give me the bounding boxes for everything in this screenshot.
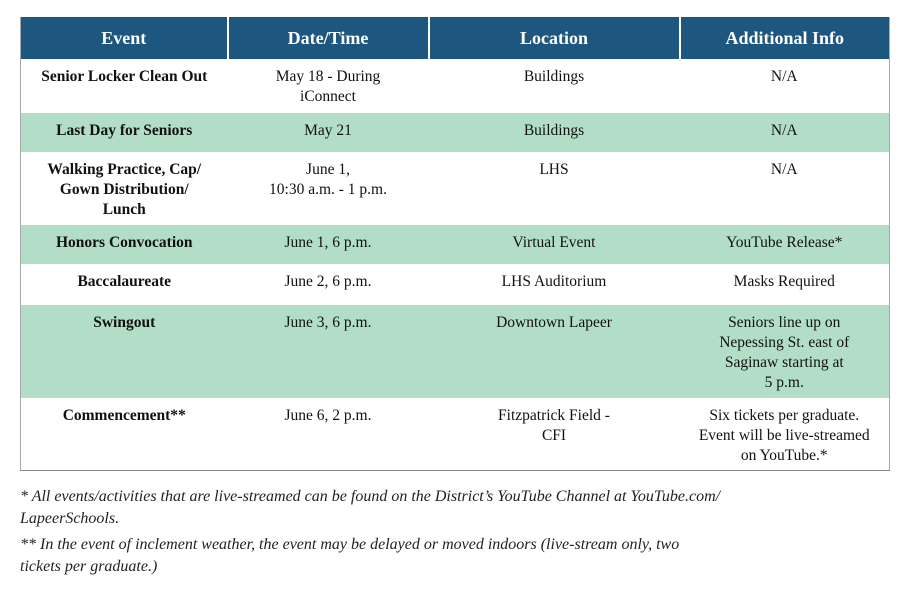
event-cell: Commencement** bbox=[21, 398, 228, 470]
date-cell: June 6, 2 p.m. bbox=[228, 398, 429, 470]
location-cell: LHS bbox=[429, 152, 680, 225]
header-additional-info: Additional Info bbox=[680, 17, 890, 59]
info-cell: YouTube Release* bbox=[680, 225, 890, 264]
table-header-row bbox=[21, 17, 890, 59]
table-row bbox=[21, 152, 890, 225]
date-cell: June 1, 10:30 a.m. - 1 p.m. bbox=[228, 152, 429, 225]
event-cell: Walking Practice, Cap/ Gown Distribution/ Lunch bbox=[21, 152, 228, 225]
location-cell: LHS Auditorium bbox=[429, 264, 680, 305]
table-row bbox=[21, 264, 890, 305]
location-cell: Virtual Event bbox=[429, 225, 680, 264]
footnotes bbox=[20, 486, 880, 582]
table-row bbox=[21, 225, 890, 264]
date-cell: June 3, 6 p.m. bbox=[228, 305, 429, 398]
date-cell: June 2, 6 p.m. bbox=[228, 264, 429, 305]
info-cell: N/A bbox=[680, 59, 890, 113]
event-cell: Last Day for Seniors bbox=[21, 113, 228, 152]
footnote-weather: ** In the event of inclement weather, the event may be delayed or moved indoors (live-stream only, two tickets per graduate.) bbox=[20, 536, 680, 575]
date-cell: May 18 - During iConnect bbox=[228, 59, 429, 113]
info-cell: N/A bbox=[680, 152, 890, 225]
location-cell: Downtown Lapeer bbox=[429, 305, 680, 398]
event-cell: Swingout bbox=[21, 305, 228, 398]
info-cell: N/A bbox=[680, 113, 890, 152]
info-cell: Seniors line up on Nepessing St. east of Saginaw starting at 5 p.m. bbox=[680, 305, 890, 398]
table-row bbox=[21, 59, 890, 113]
table-row bbox=[21, 113, 890, 152]
location-cell: Fitzpatrick Field - CFI bbox=[429, 398, 680, 470]
header-location: Location bbox=[429, 17, 680, 59]
schedule-table bbox=[20, 17, 890, 471]
event-cell: Baccalaureate bbox=[21, 264, 228, 305]
event-cell: Senior Locker Clean Out bbox=[21, 59, 228, 113]
header-date-time: Date/Time bbox=[228, 17, 429, 59]
header-event: Event bbox=[21, 17, 228, 59]
footnote-livestream: * All events/activities that are live-streamed can be found on the District’s YouTube Channel at YouTube.com/ LapeerSchools. bbox=[20, 488, 721, 527]
event-cell: Honors Convocation bbox=[21, 225, 228, 264]
table-row bbox=[21, 398, 890, 470]
info-cell: Masks Required bbox=[680, 264, 890, 305]
table-row bbox=[21, 305, 890, 398]
location-cell: Buildings bbox=[429, 113, 680, 152]
location-cell: Buildings bbox=[429, 59, 680, 113]
info-cell: Six tickets per graduate. Event will be live-streamed on YouTube.* bbox=[680, 398, 890, 470]
date-cell: May 21 bbox=[228, 113, 429, 152]
date-cell: June 1, 6 p.m. bbox=[228, 225, 429, 264]
